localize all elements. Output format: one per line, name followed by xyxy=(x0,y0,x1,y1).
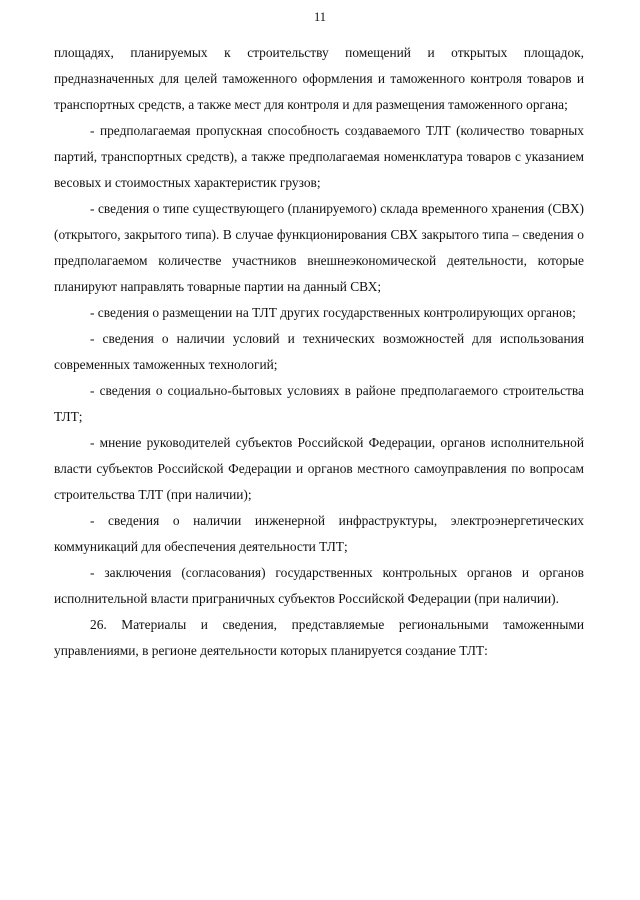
paragraph-continuation: площадях, планируемых к строительству помещений и открытых площадок, предназначенных для целей таможенного оформления и таможенного контроля товаров и транспортных средств, а также мест для контроля и для размещения таможенного органа; xyxy=(54,45,584,112)
list-item-infrastructure: - сведения о наличии инженерной инфраструктуры, электроэнергетических коммуникаций для обеспечения деятельности ТЛТ; xyxy=(54,513,584,554)
page-number: 11 xyxy=(313,10,327,24)
list-item-other-agencies: - сведения о размещении на ТЛТ других государственных контролирующих органов; xyxy=(90,305,576,320)
list-item-technologies: - сведения о наличии условий и технических возможностей для использования современных таможенных технологий; xyxy=(54,331,584,372)
list-item-officials-opinion: - мнение руководителей субъектов Российской Федерации, органов исполнительной власти субъектов Российской Федерации и органов местного самоуправления по вопросам строительства ТЛТ (при наличии); xyxy=(54,435,584,502)
list-item-approvals: - заключения (согласования) государственных контрольных органов и органов исполнительной власти приграничных субъектов Российской Федерации (при наличии). xyxy=(54,565,584,606)
document-body xyxy=(54,40,584,664)
list-item-capacity: - предполагаемая пропускная способность создаваемого ТЛТ (количество товарных партий, транспортных средств), а также предполагаемая номенклатура товаров с указанием весовых и стоимостных характеристик грузов; xyxy=(54,123,584,190)
list-item-warehouse: - сведения о типе существующего (планируемого) склада временного хранения (СВХ) (открытого, закрытого типа). В случае функционирования СВХ закрытого типа – сведения о предполагаемом количестве участников внешнеэкономической деятельности, которые планируют направлять товарные партии на данный СВХ; xyxy=(54,201,584,294)
list-item-social-conditions: - сведения о социально-бытовых условиях в районе предполагаемого строительства ТЛТ; xyxy=(54,383,584,424)
numbered-paragraph-26: 26. Материалы и сведения, представляемые региональными таможенными управлениями, в регионе деятельности которых планируется создание ТЛТ: xyxy=(54,617,584,658)
